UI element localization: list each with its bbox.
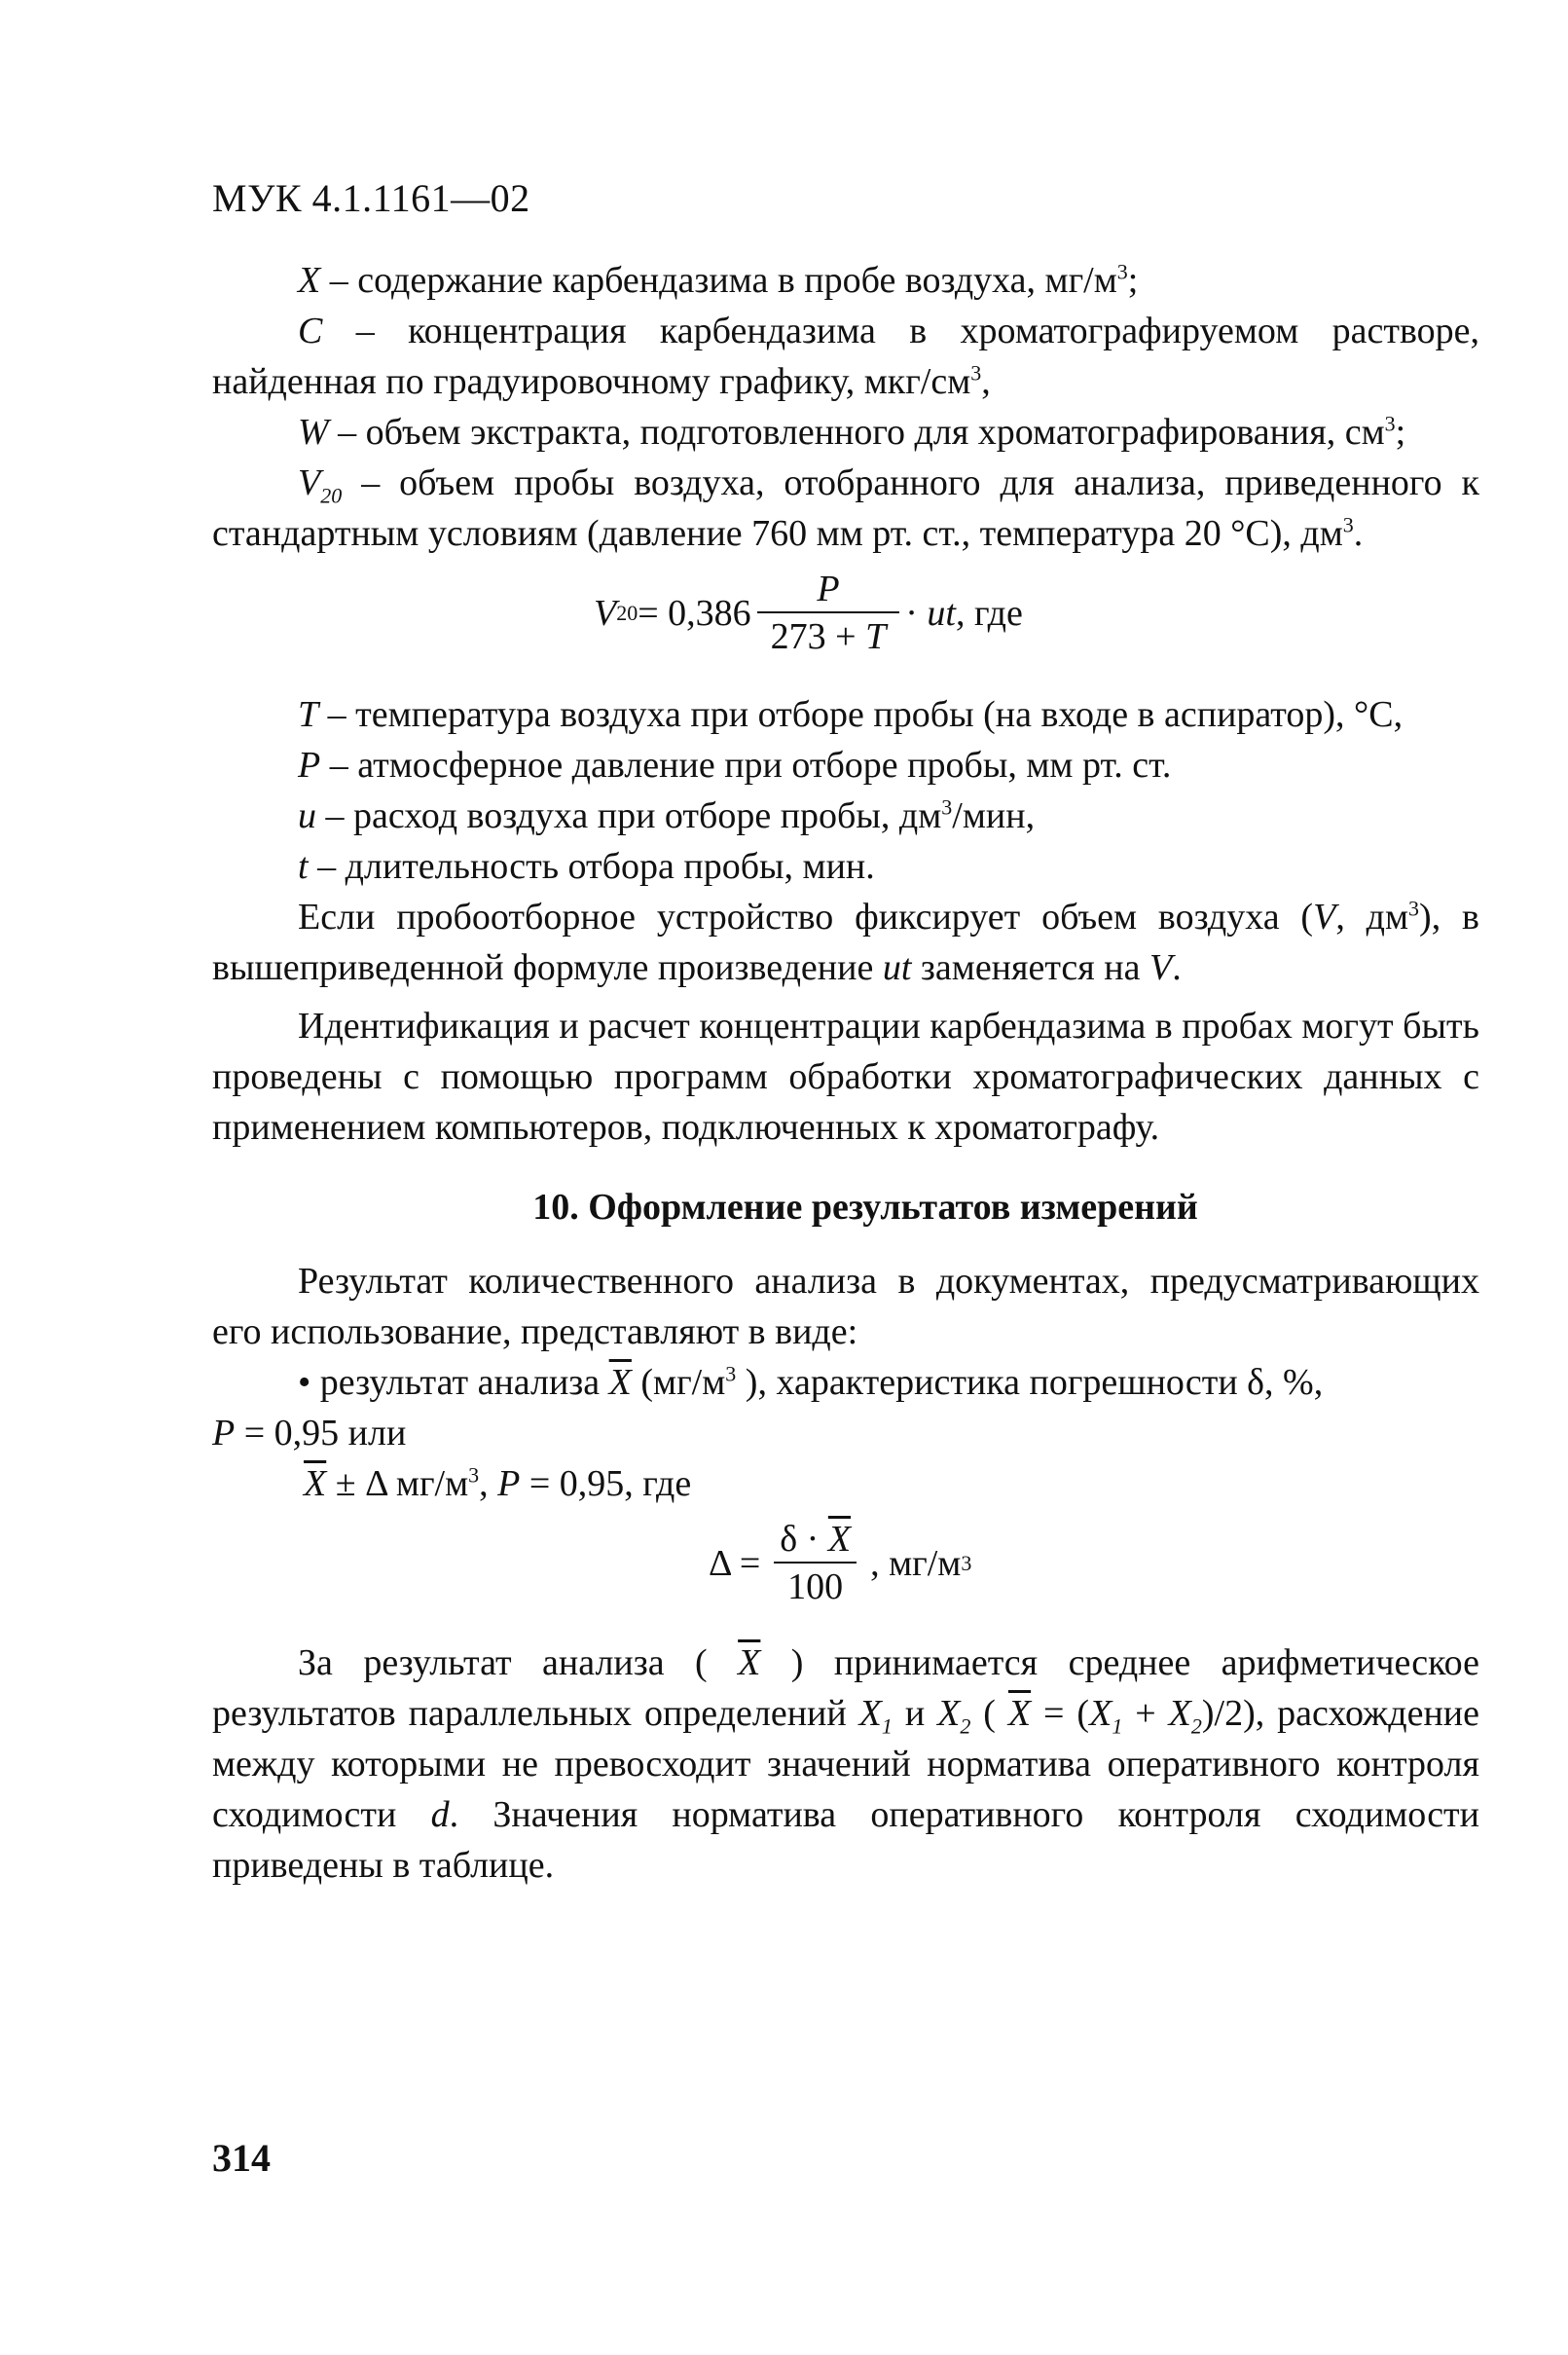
document-code-header: МУК 4.1.1161—02 [212, 176, 530, 220]
formula-v20-lhs: V [594, 593, 617, 634]
formula-v20-fraction: $\frac{P}{273 + T}$ [757, 567, 900, 660]
formula-delta-fraction: $\frac{\delta \cdot \overline{X}}{100}$ [766, 1517, 864, 1610]
definition-v20: $V_{20}$ – объем пробы воздуха, отобранного для анализа, приведенного к стандартным условиям (давление 760 мм рт. ст., температура 20 °C), $дм^3$. [212, 462, 1479, 554]
definition-x: X – содержание карбендазима в пробе воздуха, $мг/м^3$; [298, 259, 1139, 301]
formula-v20: V 20 = 0,386 $\frac{P}{273 + T}$ · ut , где [212, 567, 1479, 683]
definition-p: P – атмосферное давление при отборе пробы, мм рт. ст. [298, 745, 1172, 786]
formula-delta: Δ = $\frac{\delta \cdot \overline{X}}{100}$ , мг/м 3 [212, 1517, 1479, 1632]
paragraph-volume-fixed: Если пробоотборное устройство фиксирует объем воздуха (V, $дм^3$), в вышеприведенной формуле произведение ut заменяется на V. [212, 896, 1479, 988]
definition-u: u – расход воздуха при отборе пробы, $дм^3$/мин, [298, 794, 1036, 836]
definition-c: C – концентрация карбендазима в хроматографируемом растворе, найденная по градуировочному графику, мкг/$см^3$, [212, 311, 1479, 402]
definition-t: T – температура воздуха при отборе пробы (на входе в аспиратор), °С, [298, 694, 1404, 735]
page-number: 314 [212, 2136, 271, 2180]
result-expression: $\overline{X} \pm \Delta$ $мг/м^3$, P = 0,95, где [304, 1462, 692, 1504]
definition-t-duration: t – длительность отбора пробы, мин. [298, 846, 875, 887]
bullet-result: • результат анализа $\overline{X}$ ($мг/м^3$ ), характеристика погрешности δ, %, P = 0,95 или [212, 1361, 1324, 1453]
definition-w: W – объем экстракта, подготовленного для хроматографирования, $см^3$; [298, 411, 1406, 453]
paragraph-result-average: За результат анализа ( $\overline{X}$ ) принимается среднее арифметическое результатов параллельных определений $X_1$ и $X_2$ ( $\overline{X} = (X_1 + X_2)/2$), расхождение между которыми не превосходит значений норматива оперативного контроля сходимости d. Значения норматива оперативного контроля сходимости приведены в таблице. [212, 1642, 1480, 1886]
page-content [212, 255, 1479, 1891]
section-heading: 10. Оформление результатов измерений [532, 1187, 1198, 1228]
paragraph-identification: Идентификация и расчет концентрации карбендазима в пробах могут быть проведены с помощью программ обработки хроматографических данных с применением компьютеров, подключенных к хроматографу. [212, 1006, 1479, 1148]
paragraph-result-form: Результат количественного анализа в документах, предусматривающих его использование, представляют в виде: [212, 1261, 1479, 1352]
